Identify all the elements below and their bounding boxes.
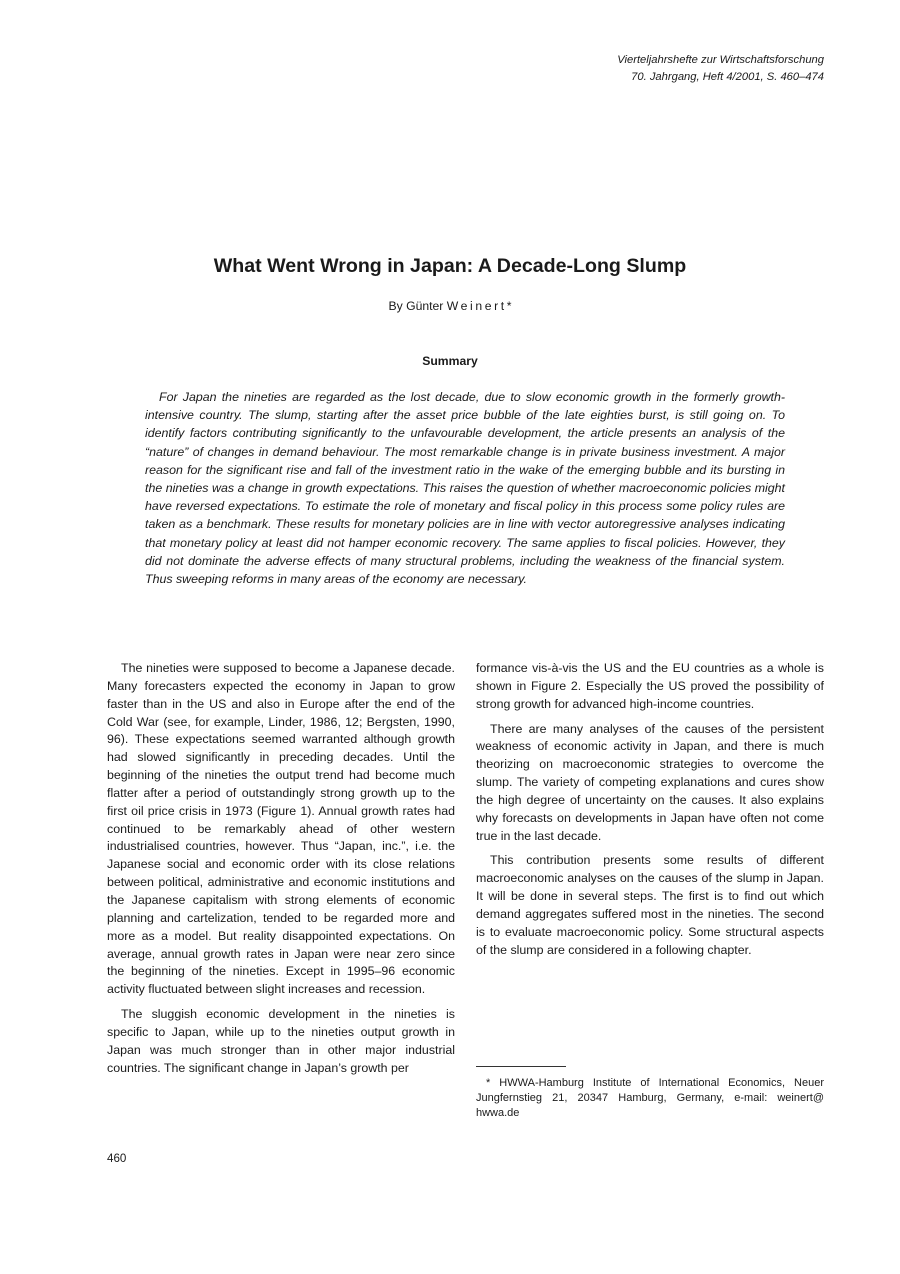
summary-heading: Summary (422, 354, 478, 368)
body-paragraph: This contribution presents some results of different macroeconomic analyses on the causes of the slump in Japan. It will be done in several steps. The first is to find out which demand aggregates suffered most in the nineties. The second is to evaluate macroeconomic policy. Some structural aspects of the slump are considered in a following chapter. (476, 853, 824, 957)
journal-issue: 70. Jahrgang, Heft 4/2001, S. 460–474 (631, 71, 824, 83)
footnote-divider (476, 1066, 566, 1067)
body-column-right (476, 660, 824, 967)
author-footnote-marker: * (506, 299, 512, 313)
body-paragraph: The sluggish economic development in the nineties is specific to Japan, while up to the nineties output growth in Japan was much stronger than in other major industrial countries. The significant change in Japan’s growth per (107, 1007, 455, 1075)
byline (0, 296, 900, 316)
body-paragraph: formance vis-à-vis the US and the EU countries as a whole is shown in Figure 2. Especially the US proved the possibility of strong growth for advanced high-income countries. (476, 661, 824, 711)
byline-prefix: By Günter (388, 299, 444, 313)
article-title: What Went Wrong in Japan: A Decade-Long Slump (213, 255, 687, 277)
summary-text: For Japan the nineties are regarded as the lost decade, due to slow economic growth in the formerly growth-intensive country. The slump, starting after the asset price bubble of the late eighties burst, is still going on. To identify factors contributing significantly to the unfavourable development, the article presents an analysis of the “nature” of changes in demand behaviour. The most remarkable change is in private business investment. A major reason for the significant rise and fall of the investment ratio in the wake of the emerging bubble and its bursting in the nineties was a change in growth expectations. This raises the question of whether macroeconomic policies might have reversed expectations. To estimate the role of monetary and fiscal policy in this process some policy rules are taken as a benchmark. These results for monetary policies are in line with vector autoregressive analyses indicating that monetary policy at least did not hamper economic recovery. The same applies to fiscal policies. However, they did not dominate the adverse effects of many structural problems, including the weakness of the financial system. Thus sweeping reforms in many areas of the economy are necessary. (145, 390, 785, 587)
body-paragraph: The nineties were supposed to become a Japanese decade. Many forecasters expected the economy in Japan to grow faster than in the US and also in Europe after the end of the Cold War (see, for example, Linder, 1986, 12; Bergsten, 1990, 96). These expectations seemed warranted although growth had slowed significantly in preceding decades. Until the beginning of the nineties the output trend had become much flatter after a period of outstandingly strong growth up to the first oil price crisis in 1973 (Figure 1). Annual growth rates had continued to be remarkably ahead of other western industrialised countries, however. Thus “Japan, inc.”, i.e. the Japanese social and economic order with its close relations between political, administrative and economic institutions and the Japanese capitalism with strong elements of economic planning and cartelization, tended to be regarded more and more as a model. But reality disappointed expectations. On average, annual growth rates in Japan were near zero since the beginning of the nineties. Except in 1995–96 economic activity fluctuated between slight increases and recession. (107, 661, 455, 997)
body-column-left (107, 660, 455, 1084)
journal-name: Vierteljahrshefte zur Wirtschaftsforschung (617, 54, 824, 66)
journal-header (617, 52, 824, 86)
footnote: * HWWA-Hamburg Institute of International Economics, Neuer Jungfernstieg 21, 20347 Hamburg, Germany, e-mail: weinert@ hwwa.de (476, 1077, 824, 1119)
body-paragraph: There are many analyses of the causes of the persistent weakness of economic activity in Japan, and there is much theorizing on macroeconomic strategies to overcome the slump. The variety of competing explanations and cures show the high degree of uncertainty on the causes. It also explains why forecasts on developments in Japan have often not come true in the last decade. (476, 721, 824, 843)
page-number: 460 (107, 1152, 127, 1165)
author-surname: Weinert (446, 299, 507, 313)
